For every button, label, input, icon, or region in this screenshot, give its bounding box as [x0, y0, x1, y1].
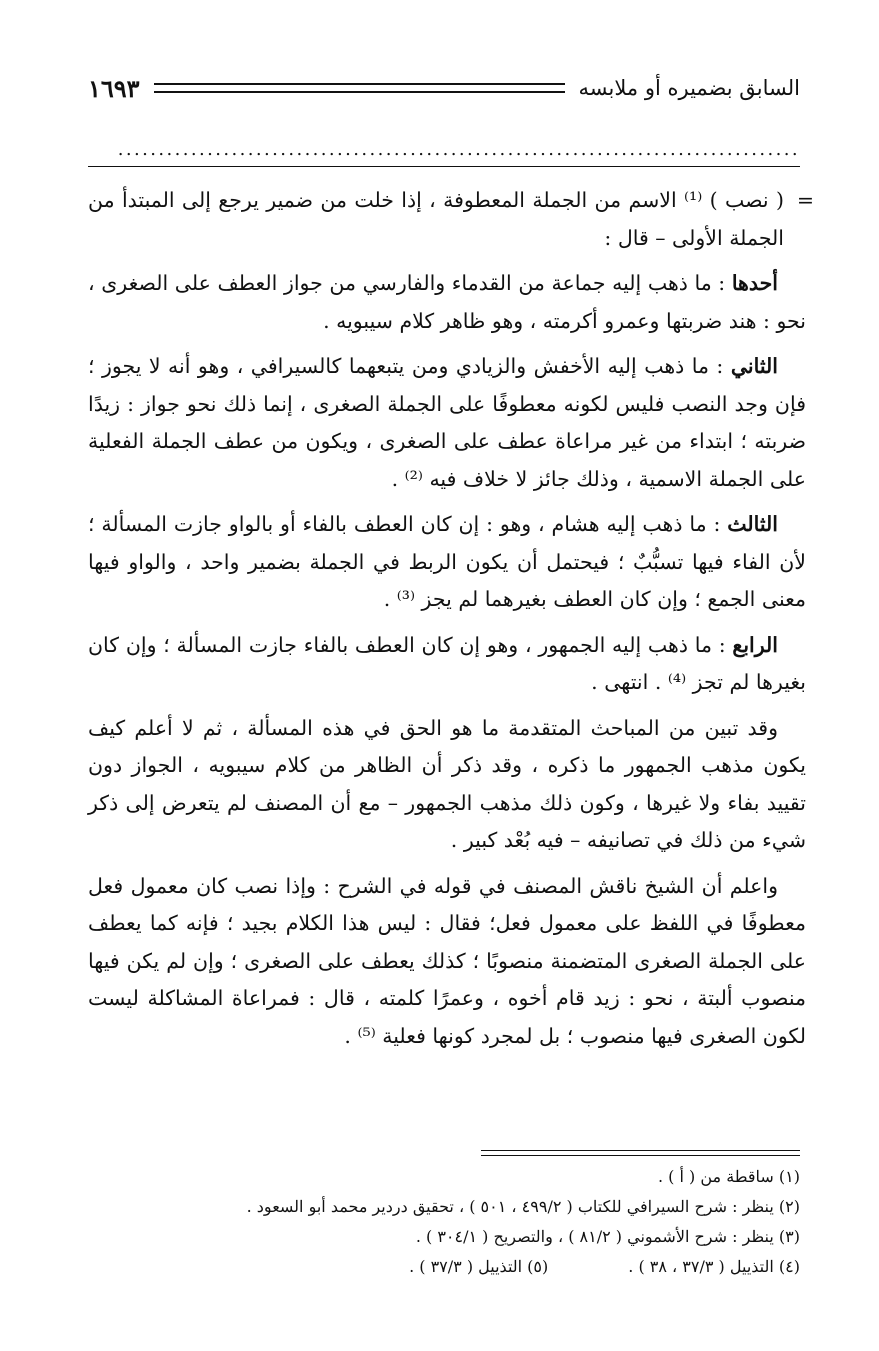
paragraph-lead: الثاني	[730, 354, 778, 378]
body-text	[88, 182, 814, 1063]
footnote-1: (١) ساقطة من ( أ ) .	[658, 1167, 800, 1186]
paragraph-third-opinion	[88, 506, 806, 619]
footnote-rule	[481, 1150, 800, 1156]
page-header	[88, 70, 800, 106]
paragraph-text: : ما ذهب إليه هشام ، وهو : إن كان العطف بالفاء أو بالواو جازت المسألة ؛ لأن الفاء فيها تسبُّبٌ ؛ فيحتمل أن يكون الربط في الجملة بضمير واحد ، والواو فيها معنى الجمع ؛ وإن كان العطف بغيرهما لم يجز ⁽³⁾ .	[88, 512, 806, 611]
footnotes	[88, 1162, 800, 1282]
page-number: ١٦٩٣	[88, 73, 140, 103]
paragraph-text: : ما ذهب إليه الأخفش والزيادي ومن يتبعهما كالسيرافي ، وهو أنه لا يجوز ؛ فإن وجد النصب فليس لكونه معطوفًا على الجملة الصغرى ، إنما ذلك نحو جواز : زيدًا ضربته ؛ ابتداء من غير مراعاة عطف على الصغرى ، ويكون من عطف الجملة الفعلية على الجملة الاسمية ، وذلك جائز لا خلاف فيه ⁽²⁾ .	[88, 354, 806, 491]
paragraph-text: وقد تبين من المباحث المتقدمة ما هو الحق في هذه المسألة ، ثم لا أعلم كيف يكون مذهب الجمهور ما ذكره ، وقد ذكر أن الظاهر من كلام سيبويه ، الجواز دون تقييد بفاء ولا غيرها ، وكون ذلك مذهب الجمهور – مع أن المصنف لم يتعرض إلى ذكر شيء من ذلك في تصانيفه – فيه بُعْد كبير .	[88, 715, 806, 852]
paragraph-text: : ما ذهب إليه جماعة من القدماء والفارسي من جواز العطف على الصغرى ، نحو : هند ضربتها وعمرو أكرمته ، وهو ظاهر كلام سيبويه .	[88, 271, 806, 333]
paragraph-lead: الثالث	[727, 512, 778, 536]
footnote-row	[88, 1252, 800, 1282]
continuation-text: ( نصب ) ⁽¹⁾ الاسم من الجملة المعطوفة ، إذا خلت من ضمير يرجع إلى المبتدأ من الجملة الأولى – قال :	[88, 188, 784, 250]
paragraph-lead: الرابع	[732, 632, 778, 657]
paragraph-second-opinion	[88, 348, 806, 498]
paragraph-text: : ما ذهب إليه الجمهور ، وهو إن كان العطف بالفاء جازت المسألة ؛ وإن كان بغيرها لم تجز ⁽⁴⁾ . انتهى .	[88, 632, 806, 694]
continuation-paragraph	[88, 182, 814, 257]
footnote-4: (٤) التذييل ( ٣٧/٣ ، ٣٨ ) .	[628, 1257, 800, 1276]
paragraph-first-opinion	[88, 265, 806, 340]
paragraph-text: واعلم أن الشيخ ناقش المصنف في قوله في الشرح : وإذا نصب كان معمول فعل معطوفًا في اللفظ على معمول فعل؛ فقال : ليس هذا الكلام بجيد ؛ فإنه كما يعطف على الجملة الصغرى المتضمنة منصوبًا ؛ كذلك يعطف على الصغرى ؛ وإن لم يكن فيها منصوب ألبتة ، نحو : زيد قام أخوه ، وعمرًا كلمته ، قال : فمراعاة المشاكلة ليست لكون الصغرى فيها منصوب ؛ بل لمجرد كونها فعلية ⁽⁵⁾ .	[88, 873, 806, 1048]
paragraph-lead: أحدها	[731, 271, 778, 295]
header-double-rule	[154, 83, 565, 93]
footnote-5: (٥) التذييل ( ٣٧/٣ ) .	[409, 1257, 549, 1276]
paragraph-note	[88, 868, 806, 1056]
continuation-mark: =	[796, 188, 814, 212]
dotted-separator: ....................................................................................	[117, 140, 800, 160]
paragraph-discussion	[88, 710, 806, 860]
footnote-2: (٢) ينظر : شرح السيرافي للكتاب ( ٤٩٩/٢ ، ٥٠١ ) ، تحقيق دردير محمد أبو السعود .	[246, 1197, 800, 1216]
separator-rule	[88, 166, 800, 167]
running-title: السابق بضميره أو ملابسه	[578, 76, 800, 100]
paragraph-fourth-opinion	[88, 627, 806, 702]
footnote-3: (٣) ينظر : شرح الأشموني ( ٨١/٢ ) ، والتصريح ( ٣٠٤/١ ) .	[415, 1227, 800, 1246]
